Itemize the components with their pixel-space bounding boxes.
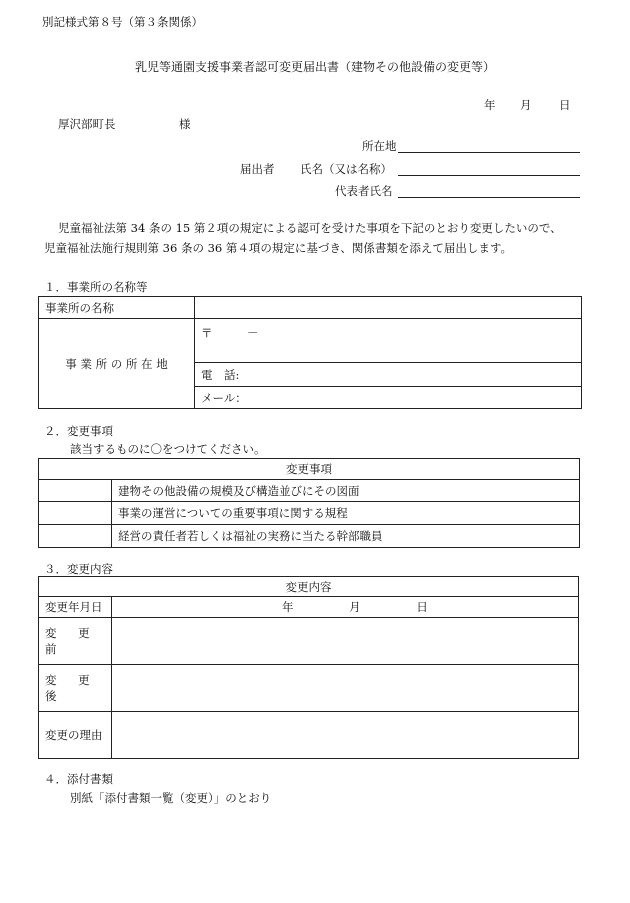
addressee: 厚沢部町長 (58, 117, 116, 131)
section3-heading: ３．変更内容 (44, 562, 113, 576)
honorific: 様 (179, 117, 191, 131)
date-year-label: 年 (484, 98, 496, 112)
change-item-mark-cell[interactable] (39, 525, 112, 548)
change-item-mark-cell[interactable] (39, 480, 112, 502)
document-title: 乳児等通園支援事業者認可変更届出書（建物その他設備の変更等） (134, 60, 495, 74)
change-item-mark-cell[interactable] (39, 502, 112, 525)
change-date-day: 日 (416, 600, 428, 614)
date-month-label: 月 (520, 98, 532, 112)
change-items-table (38, 458, 580, 548)
before-change-label: 変 更 前 (39, 618, 112, 665)
applicant-role-label: 届出者 (240, 162, 275, 176)
change-date-month: 月 (349, 600, 361, 614)
attachments-text: 別紙「添付書類一覧（変更）」のとおり (70, 791, 272, 805)
section2-heading: ２．変更事項 (44, 424, 113, 438)
body-text-line1: 児童福祉法第 34 条の 15 第２項の規定による認可を受けた事項を下記のとおり変更したいので、 (58, 221, 562, 235)
section1-heading: １．事業所の名称等 (44, 280, 148, 294)
name-label: 氏名（又は名称） (300, 162, 392, 176)
before-change-field[interactable] (112, 618, 579, 665)
representative-field[interactable] (398, 182, 580, 198)
section2-instruction: 該当するものに〇をつけてください。 (70, 442, 266, 456)
facility-name-label: 事業所の名称 (39, 297, 195, 319)
name-field[interactable] (398, 160, 580, 176)
change-date-year: 年 (282, 600, 294, 614)
address-label: 所在地 (362, 139, 397, 153)
body-text-line2: 児童福祉法施行規則第 36 条の 36 第４項の規定に基づき、関係書類を添えて届出します。 (44, 241, 513, 255)
change-item-label: 経営の責任者若しくは福祉の実務に当たる幹部職員 (112, 525, 580, 548)
phone-field[interactable]: 電 話: (195, 363, 582, 387)
change-items-header: 変更事項 (39, 459, 580, 480)
change-details-header: 変更内容 (39, 577, 579, 597)
date-day-label: 日 (559, 98, 571, 112)
postal-code-field[interactable]: 〒 － (195, 319, 582, 363)
change-reason-field[interactable] (112, 712, 579, 759)
section4-heading: ４．添付書類 (44, 772, 113, 786)
facility-table (38, 296, 582, 409)
address-field[interactable] (398, 137, 580, 153)
change-details-table (38, 576, 579, 759)
change-reason-label: 変更の理由 (39, 712, 112, 759)
after-change-field[interactable] (112, 665, 579, 712)
change-date-label: 変更年月日 (39, 597, 112, 618)
facility-name-field[interactable] (195, 297, 582, 319)
email-field[interactable]: メール： (195, 387, 582, 409)
change-date-field[interactable] (112, 597, 579, 618)
facility-location-label: 事 業 所 の 所 在 地 (39, 319, 195, 409)
change-item-label: 建物その他設備の規模及び構造並びにその図面 (112, 480, 580, 502)
change-item-label: 事業の運営についての重要事項に関する規程 (112, 502, 580, 525)
after-change-label: 変 更 後 (39, 665, 112, 712)
form-number: 別記様式第８号（第３条関係） (42, 15, 203, 29)
representative-label: 代表者氏名 (335, 184, 393, 198)
